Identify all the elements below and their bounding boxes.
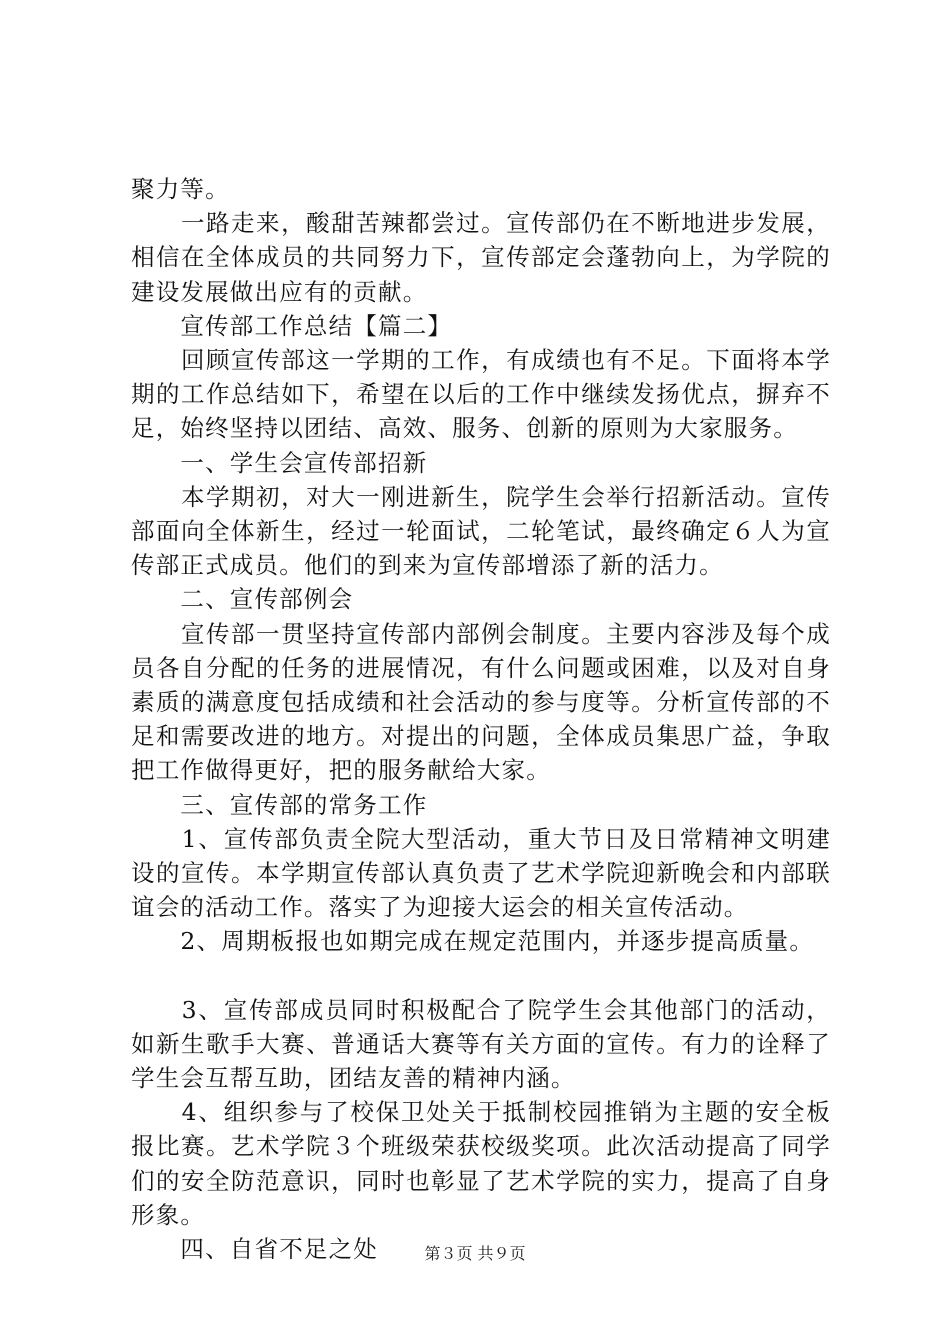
- page-number-footer: 第３页 共９页: [424, 1244, 526, 1263]
- heading-shortcomings: 四、自省不足之处: [131, 1235, 378, 1264]
- list-item-routine-3: 3、宣传部成员同时积极配合了院学生会其他部门的活动，如新生歌手大赛、普通话大赛等有关方面的宣传。有力的诠释了学生会互帮互助，团结友善的精神内涵。: [131, 995, 831, 1093]
- list-item-routine-2: 2、周期板报也如期完成在规定范围内，并逐步提高质量。: [131, 927, 815, 956]
- list-item-routine-4: 4、组织参与了校保卫处关于抵制校园推销为主题的安全板报比赛。艺术学院３个班级荣获校级奖项。此次活动提高了同学们的安全防范意识，同时也彰显了艺术学院的实力，提高了自身形象。: [131, 1098, 831, 1229]
- heading-routine-work: 三、宣传部的常务工作: [131, 790, 428, 819]
- paragraph-continuation: 聚力等。: [131, 175, 230, 203]
- paragraph-introduction: 回顾宣传部这一学期的工作，有成绩也有不足。下面将本学期的工作总结如下，希望在以后的工作中继续发扬优点，摒弃不足，始终坚持以团结、高效、服务、创新的原则为大家服务。: [131, 346, 831, 443]
- heading-regular-meeting: 二、宣传部例会: [131, 585, 354, 614]
- paragraph-regular-meeting: 宣传部一贯坚持宣传部内部例会制度。主要内容涉及每个成员各自分配的任务的进展情况，有什么问题或困难，以及对自身素质的满意度包括成绩和社会活动的参与度等。分析宣传部的不足和需要改进的地方。对提出的问题，全体成员集思广益，争取把工作做得更好，把的服务献给大家。: [131, 619, 831, 785]
- document-body: [131, 172, 831, 1266]
- paragraph-recruitment: 本学期初，对大一刚进新生，院学生会举行招新活动。宣传部面向全体新生，经过一轮面试，二轮笔试，最终确定６人为宣传部正式成员。他们的到来为宣传部增添了新的活力。: [131, 482, 831, 580]
- paragraph-closing-remarks: 一路走来，酸甜苦辣都尝过。宣传部仍在不断地进步发展，相信在全体成员的共同努力下，宣传部定会蓬勃向上，为学院的建设发展做出应有的贡献。: [131, 209, 831, 306]
- list-item-routine-1: 1、宣传部负责全院大型活动，重大节日及日常精神文明建设的宣传。本学期宣传部认真负责了艺术学院迎新晚会和内部联谊会的活动工作。落实了为迎接大运会的相关宣传活动。: [131, 824, 831, 922]
- section-title-part-two: 宣传部工作总结【篇二】: [131, 311, 453, 340]
- heading-recruitment: 一、学生会宣传部招新: [131, 448, 428, 477]
